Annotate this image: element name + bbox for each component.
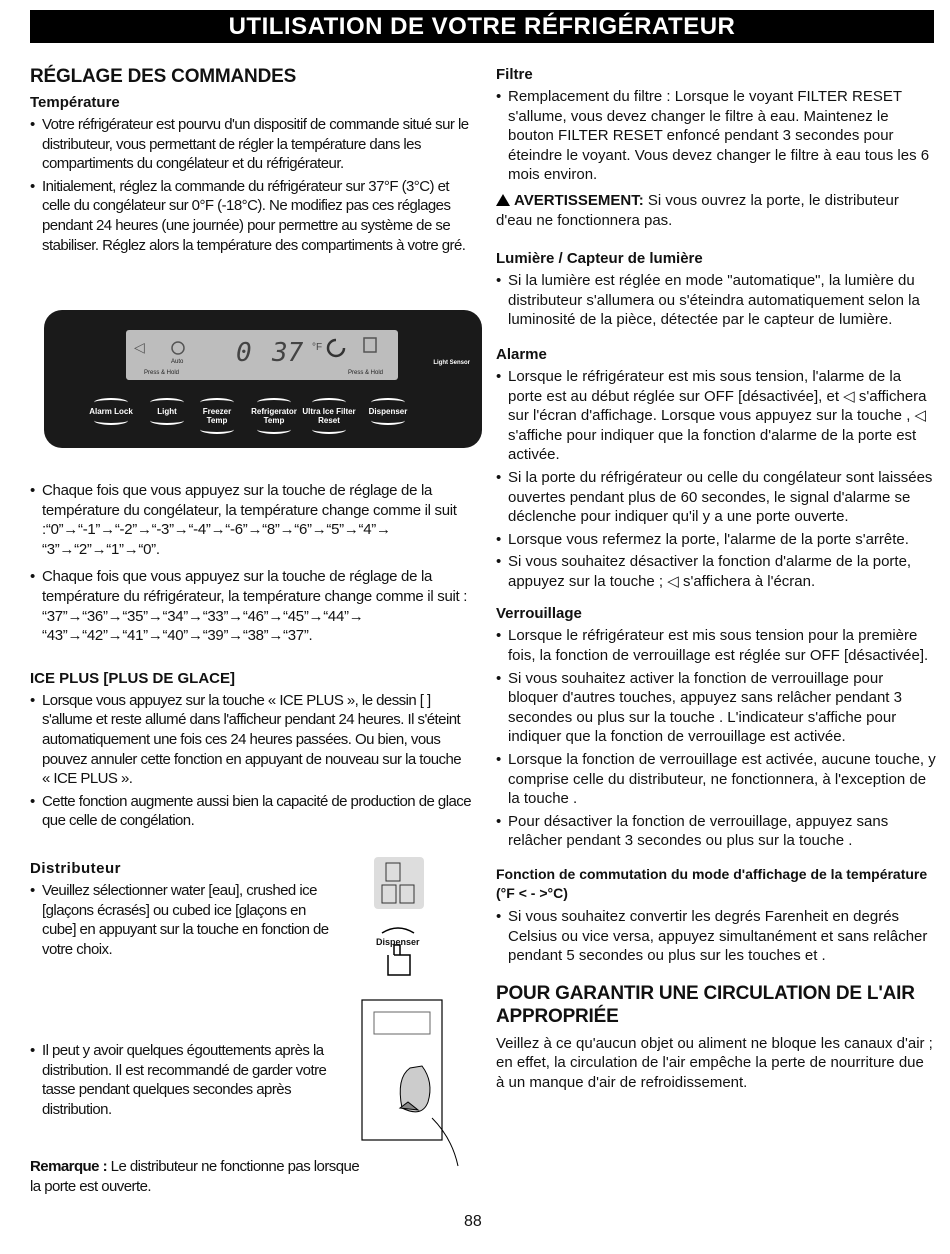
- list-item: • Lorsque le réfrigérateur est mis sous tension, l'alarme de la porte est au début réglée sur OFF [désactivée], et ◁ s'affichera sur l'écran d'affichage. Lorsque vous appuyez sur la touche , ◁ s'affiche pour indiquer que la fonction d'alarme de la porte est activée.: [496, 367, 936, 465]
- cup-under-dispenser-icon: [360, 998, 460, 1168]
- press-hold-right: Press & Hold: [348, 370, 384, 376]
- subsection-conversion: Fonction de commutation du mode d'affichage de la température (°F < - >°C): [496, 866, 928, 901]
- warning-icon: [496, 194, 510, 206]
- remark-label: Remarque :: [30, 1158, 108, 1175]
- lumiere-bullets: [496, 271, 936, 330]
- alarm-lock-button[interactable]: Alarm Lock: [86, 398, 136, 425]
- ice-plus-bullets: [30, 691, 472, 831]
- dispenser-label: Dispenser: [376, 937, 420, 947]
- section-title-controls: RÉGLAGE DES COMMANDES: [30, 66, 297, 87]
- right-column: [496, 66, 936, 1093]
- dispenser-cup-illustration: [360, 998, 460, 1168]
- dispenser-button[interactable]: Dispenser: [358, 398, 418, 425]
- warning-note: [496, 191, 936, 230]
- list-item: • Si vous souhaitez désactiver la fonction d'alarme de la porte, appuyez sur la touche ; ◁ s'affichera à l'écran.: [496, 552, 936, 591]
- left-column: [30, 66, 470, 258]
- subsection-filtre: Filtre: [496, 66, 533, 83]
- dispenser-bullets: [30, 881, 340, 959]
- list-item: • Si la lumière est réglée en mode "automatique", la lumière du distributeur s'allumera ou s'éteindra automatiquement selon la luminosité de la pièce, détectée par le capteur de lumière.: [496, 271, 936, 330]
- unit-label: °F: [312, 342, 323, 353]
- subsection-temperature: Température: [30, 94, 120, 111]
- ice-plus-icon: [328, 340, 344, 356]
- verrouillage-bullets: [496, 626, 936, 851]
- page-banner: UTILISATION DE VOTRE RÉFRIGÉRATEUR: [30, 10, 934, 43]
- hand-icon: [388, 945, 410, 975]
- page-number: 88: [464, 1213, 482, 1230]
- alarm-icon: ◁: [134, 339, 145, 355]
- auto-label: Auto: [171, 359, 184, 365]
- list-item: • Si vous souhaitez convertir les degrés Farenheit en degrés Celsius ou vice versa, appuyez simultanément et sans relâcher pendant 5 secondes ou plus sur les touches et .: [496, 907, 936, 966]
- air-text: Veillez à ce qu'aucun objet ou aliment ne bloque les canaux d'air ; en effet, la circulation de l'air empêche la perte de nourriture due à un manque d'air de refroidissement.: [496, 1034, 933, 1091]
- dispenser-cup-icon: [364, 338, 376, 352]
- freezer-digits: 0: [236, 338, 252, 368]
- remark-text: Le distributeur ne fonctionne pas lorsque la porte est ouverte.: [30, 1158, 360, 1195]
- warning-text: Si vous ouvrez la porte, le distributeur d'eau ne fonctionnera pas.: [496, 191, 899, 229]
- freezer-temp-button[interactable]: Freezer Temp: [192, 398, 242, 434]
- list-item: • Remplacement du filtre : Lorsque le voyant FILTER RESET s'allume, vous devez changer le filtre à eau. Maintenez le bouton FILTER RESET enfoncé pendant 3 secondes pour éteindre le voyant. Vous devez changer le filtre à eau tous les 6 mois environ.: [496, 87, 936, 185]
- light-bulb-icon: [172, 342, 184, 354]
- temperature-sequence-section: [30, 481, 472, 834]
- filtre-bullets: [496, 87, 936, 185]
- list-item: • Veuillez sélectionner water [eau], crushed ice [glaçons écrasés] ou cubed ice [glaçons en cube] en appuyant sur la touche en fonction de votre choix.: [30, 881, 340, 959]
- subsection-alarme: Alarme: [496, 345, 547, 363]
- alarme-bullets: [496, 367, 936, 592]
- list-item: • Votre réfrigérateur est pourvu d'un dispositif de commande situé sur le distributeur, vous permettant de régler la température dans les compartiments du congélateur et du réfrigérateur.: [30, 115, 470, 174]
- sequence-bullets: [30, 481, 472, 646]
- fridge-digits: 37: [272, 338, 304, 368]
- subsection-verrouillage: Verrouillage: [496, 605, 582, 623]
- refrigerator-temp-button[interactable]: Refrigerator Temp: [244, 398, 304, 434]
- light-sensor-label: Light Sensor: [433, 360, 470, 366]
- list-item: • Chaque fois que vous appuyez sur la touche de réglage de la température du réfrigérateur, la température change comme il suit : “37”→“36”→“35”→“34”→“33”→“46”→“45”→“44”→ “43”→“42”→“41”→“40”→“39”→“38”→“37”.: [30, 567, 472, 645]
- conversion-bullets: [496, 907, 936, 966]
- dispenser-section: [30, 860, 340, 962]
- list-item: • Chaque fois que vous appuyez sur la touche de réglage de la température du congélateur, la température change comme il suit :“0”→“-1”→“-2”→“-3”→“-4”→“-6”→“8”→“6”→“5”→“4”→ “3”→“2”→“1”→“0”.: [30, 481, 472, 559]
- dispenser-icon: [368, 855, 428, 995]
- remark-section: [30, 1157, 370, 1196]
- section-title-air: POUR GARANTIR UNE CIRCULATION DE L'AIR APPROPRIÉE: [496, 982, 915, 1027]
- dispenser-button-illustration: [368, 855, 428, 995]
- list-item: • Si la porte du réfrigérateur ou celle du congélateur sont laissées ouvertes pendant plus de 60 secondes, le signal d'alarme se déclenche pour indiquer qu'il y a une porte ouverte.: [496, 468, 936, 527]
- list-item: • Lorsque vous appuyez sur la touche « ICE PLUS », le dessin [ ] s'allume et reste allumé dans l'afficheur pendant 24 heures. Il s'éteint automatiquement une fois ces 24 heures passées. Ou bien, vous pouvez annuler cette fonction en appuyant de nouveau sur la touche « ICE PLUS ».: [30, 691, 472, 789]
- warning-label: AVERTISSEMENT:: [514, 191, 644, 209]
- list-item: • Lorsque vous refermez la porte, l'alarme de la porte s'arrête.: [496, 530, 936, 550]
- list-item: • Si vous souhaitez activer la fonction de verrouillage pour bloquer d'autres touches, appuyez sans relâcher pendant 3 secondes ou plus sur la touche . L'indicateur s'affiche pour indiquer que la fonction de verrouillage est activée.: [496, 669, 936, 747]
- subsection-lumiere: Lumière / Capteur de lumière: [496, 250, 703, 268]
- list-item: • Lorsque la fonction de verrouillage est activée, aucune touche, y comprise celle du distributeur, ne fonctionnera, à l'exception de la touche .: [496, 750, 936, 809]
- list-item: • Pour désactiver la fonction de verrouillage, appuyez sans relâcher pendant 3 secondes ou plus sur la touche .: [496, 812, 936, 851]
- drip-bullets: [30, 1041, 348, 1119]
- temperature-bullets: [30, 115, 470, 255]
- subsection-distributeur: Distributeur: [30, 860, 122, 877]
- list-item: • Cette fonction augmente aussi bien la capacité de production de glace que celle de congélation.: [30, 792, 472, 831]
- list-item: • Lorsque le réfrigérateur est mis sous tension pour la première fois, la fonction de verrouillage est réglée sur OFF [désactivée].: [496, 626, 936, 665]
- subsection-ice-plus: ICE PLUS [PLUS DE GLACE]: [30, 669, 236, 687]
- press-hold-left: Press & Hold: [144, 370, 180, 376]
- light-button[interactable]: Light: [142, 398, 192, 425]
- list-item: • Il peut y avoir quelques égouttements après la distribution. Il est recommandé de garder votre tasse pendant quelques secondes après distribution.: [30, 1041, 348, 1119]
- control-panel-illustration: [44, 310, 482, 448]
- ultra-ice-filter-reset-button[interactable]: Ultra Ice Filter Reset: [302, 398, 356, 434]
- list-item: • Initialement, réglez la commande du réfrigérateur sur 37°F (3°C) et celle du congélateur sur 0°F (-18°C). Ne modifiez pas ces réglages pendant 24 heures (une journée) pour permettre au système de se stabiliser. Réglez alors la température des compartiments à votre gré.: [30, 177, 470, 255]
- lcd-display: [126, 330, 398, 380]
- drip-section: [30, 1041, 348, 1122]
